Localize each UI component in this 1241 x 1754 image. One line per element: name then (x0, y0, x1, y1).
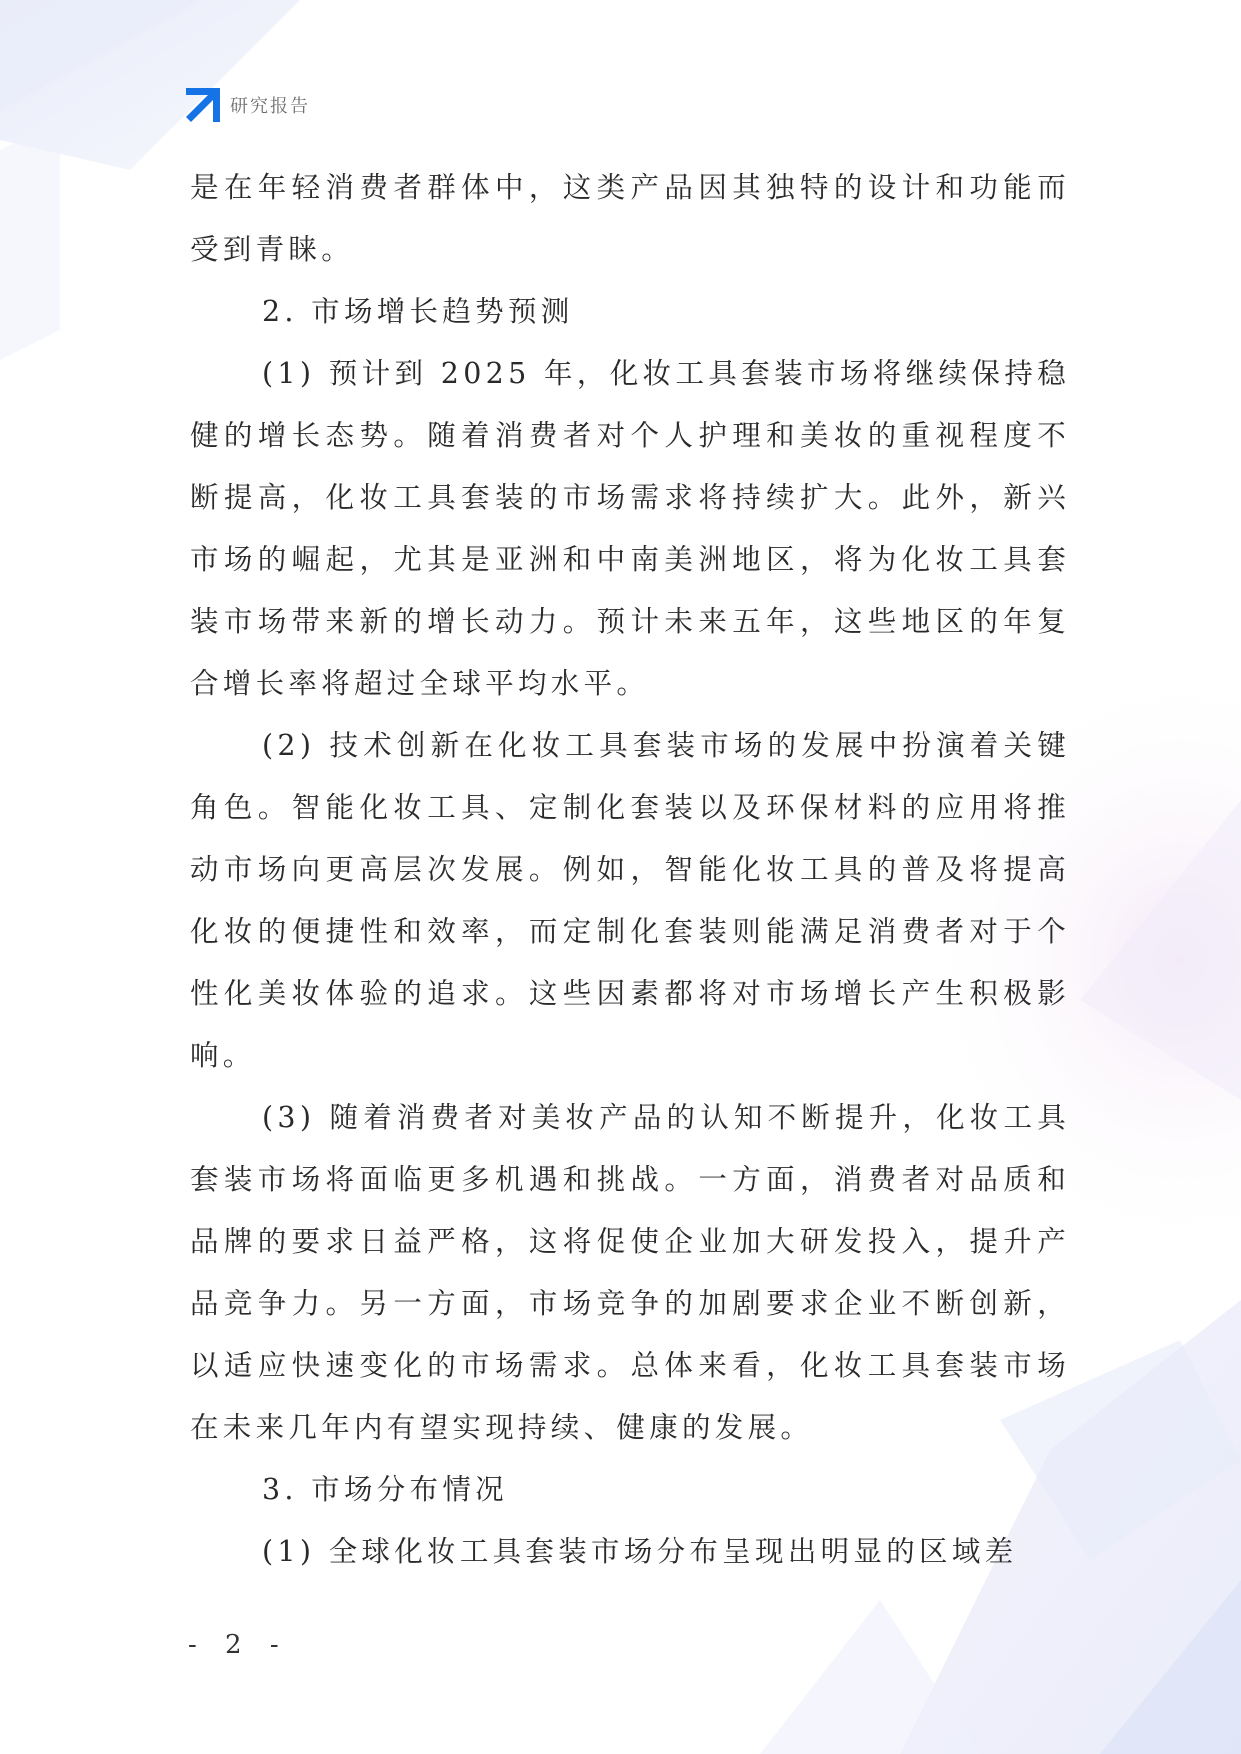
paragraph-growth-1: (1) 预计到 2025 年，化妆工具套装市场将继续保持稳健的增长态势。随着消费者对个人护理和美妆的重视程度不断提高，化妆工具套装的市场需求将持续扩大。此外，新兴市场的崛起，尤其是亚洲和中南美洲地区，将为化妆工具套装市场带来新的增长动力。预计未来五年，这些地区的年复合增长率将超过全球平均水平。 (190, 357, 1070, 700)
header-title: 研究报告 (230, 96, 310, 117)
paragraph-growth-3: (3) 随着消费者对美妆产品的认知不断提升，化妆工具套装市场将面临更多机遇和挑战。一方面，消费者对品质和品牌的要求日益严格，这将促使企业加大研发投入，提升产品竞争力。另一方面，市场竞争的加剧要求企业不断创新，以适应快速变化的市场需求。总体来看，化妆工具套装市场在未来几年内有望实现持续、健康的发展。 (190, 1101, 1070, 1444)
paragraph-growth-2: (2) 技术创新在化妆工具套装市场的发展中扮演着关键角色。智能化妆工具、定制化套装以及环保材料的应用将推动市场向更高层次发展。例如，智能化妆工具的普及将提高化妆的便捷性和效率，而定制化套装则能满足消费者对于个性化美妆体验的追求。这些因素都将对市场增长产生积极影响。 (190, 729, 1070, 1072)
page-number: - 2 - (188, 1630, 289, 1660)
section-heading-distribution: 3. 市场分布情况 (262, 1473, 508, 1506)
paragraph-distribution-1: (1) 全球化妆工具套装市场分布呈现出明显的区域差 (262, 1535, 1018, 1568)
report-header (186, 88, 310, 122)
document-body (190, 157, 1070, 1583)
section-heading-growth: 2. 市场增长趋势预测 (262, 295, 574, 328)
arrow-logo-icon (186, 88, 220, 122)
paragraph-continued: 是在年轻消费者群体中，这类产品因其独特的设计和功能而受到青睐。 (190, 171, 1070, 266)
